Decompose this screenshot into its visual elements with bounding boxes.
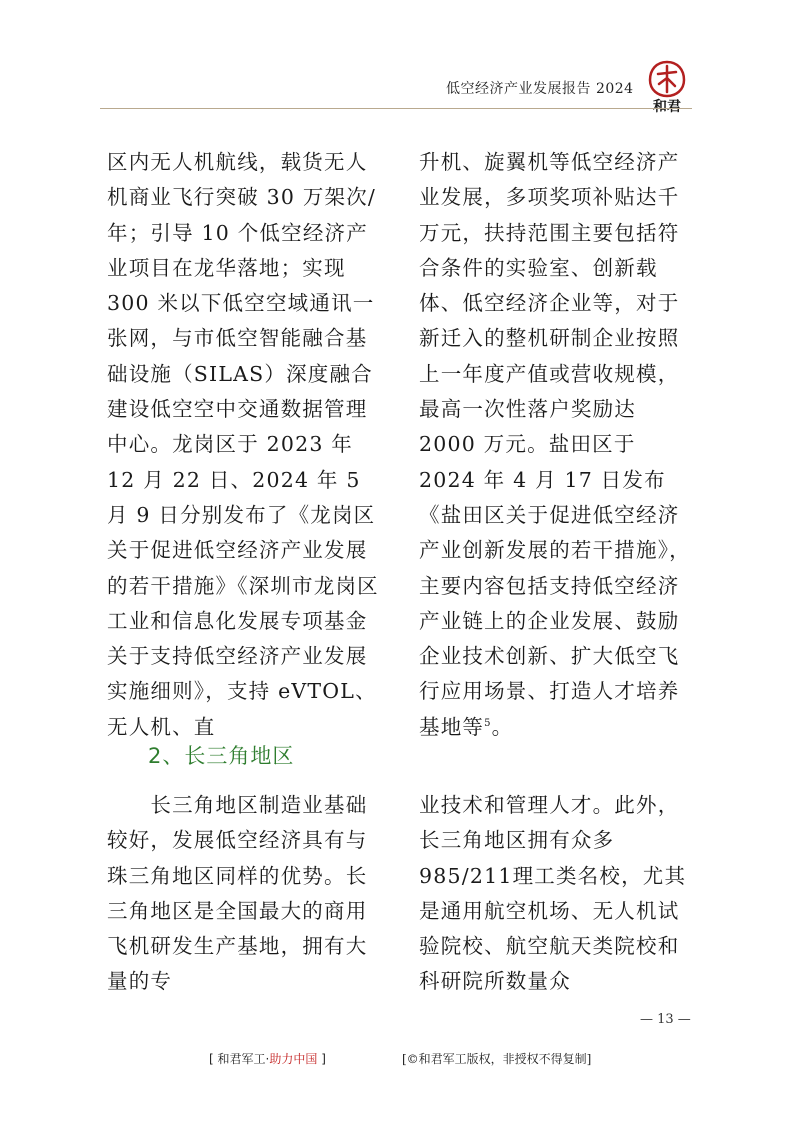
bracket: ] — [321, 1052, 326, 1066]
logo-text: 和君 — [653, 99, 681, 114]
paragraph: 长三角地区制造业基础较好，发展低空经济具有与珠三角地区同样的优势。长三角地区是全国最大的商用飞机研发生产基地，拥有大量的专 — [107, 793, 368, 994]
paragraph-end: 。 — [491, 714, 514, 739]
paragraph: 区内无人机航线，载货无人机商业飞行突破 30 万架次/年；引导 10 个低空经济产业项目在龙华落地；实现 300 米以下低空空域通讯一张网，与市低空智能融合基础设施（SILAS）深度融合建设低空空中交通数据管理中心。龙岗区于 2023 年 12 月 22 日、2024 年 5 月 9 日分别发布了《龙岗区关于促进低空经济产业发展的若干措施》《深圳市龙岗区工业和信息化发展专项基金关于支持低空经济产业发展实施细则》，支持 eVTOL、无人机、直 — [107, 150, 379, 739]
footer-slogan: 助力中国 — [269, 1052, 318, 1066]
bracket: [ — [209, 1052, 214, 1066]
header-title: 低空经济产业发展报告 2024 — [446, 81, 634, 97]
paragraph — [419, 145, 699, 745]
text-column-left-top — [107, 145, 387, 745]
section-heading: 2、长三角地区 — [148, 744, 295, 768]
paragraph-text: 升机、旋翼机等低空经济产业发展，多项奖项补贴达千万元，扶持范围主要包括符合条件的实验室、创新载体、低空经济企业等，对于新迁入的整机研制企业按照上一年度产值或营收规模，最高一次性落户奖励达 2000 万元。盐田区于 2024 年 4 月 17 日发布《盐田区关于促进低空经济产业创新发展的若干措施》，主要内容包括支持低空经济产业链上的企业发展、鼓励企业技术创新、扩大低空飞行应用场景、打造人才培养基地等 — [419, 150, 691, 739]
footer-copyright: [©和君军工版权，非授权不得复制] — [402, 1052, 592, 1066]
paragraph: 业技术和管理人才。此外，长三角地区拥有众多985/211理工类名校，尤其是通用航空机场、无人机试验院校、航空航天类院校和科研院所数量众 — [419, 793, 687, 994]
text-column-right-top — [419, 145, 699, 745]
header-rule — [100, 108, 692, 109]
footnote-marker: 5 — [484, 717, 492, 729]
page-number: — 13 — — [640, 1012, 691, 1027]
logo-icon — [642, 58, 692, 114]
footer-brand-name: 和君军工· — [217, 1052, 270, 1066]
text-column-left-bottom — [107, 788, 387, 1000]
text-column-right-bottom — [419, 788, 699, 1000]
footer-brand — [209, 1050, 326, 1067]
